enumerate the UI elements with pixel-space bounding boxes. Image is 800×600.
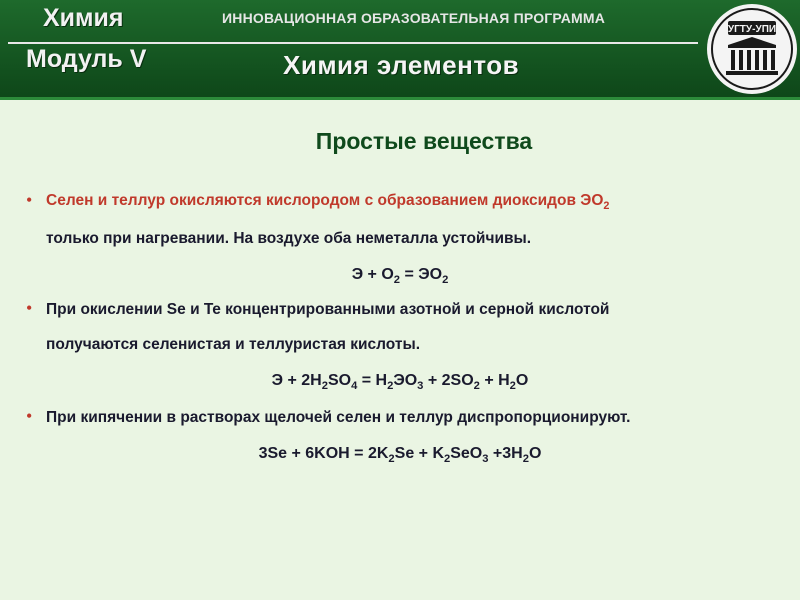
paragraph-2-line-2: получаются селенистая и теллуристая кислоты. [46,336,421,353]
eq2-part: SO [327,372,352,389]
subject-title: Химия [43,4,124,32]
eq1-sub: 2 [393,274,400,287]
eq1-sub: 2 [442,274,449,287]
paragraph-1-sub: 2 [603,200,610,213]
header-banner [0,0,800,100]
equation-3 [0,445,800,465]
eq3-part: SeO [450,445,483,462]
bullet-marker: • [26,190,33,210]
university-logo-icon [706,3,798,95]
paragraph-1-line-1 [46,192,609,212]
eq2-part: + 2SO [423,372,474,389]
eq2-sub: 2 [387,380,394,393]
program-title: ИННОВАЦИОННАЯ ОБРАЗОВАТЕЛЬНАЯ ПРОГРАММА [222,10,606,26]
eq2-sub: 2 [509,380,516,393]
eq3-part: +3H [488,445,523,462]
eq2-part: = H [357,372,388,389]
eq2-part: Э + 2H [271,372,322,389]
eq2-sub: 4 [351,380,358,393]
slide-title: Простые вещества [315,128,533,154]
eq3-sub: 2 [522,453,529,466]
bullet-marker: • [26,406,33,426]
eq3-sub: 2 [444,453,451,466]
eq3-part: O [528,445,542,462]
eq2-sub: 3 [417,380,424,393]
paragraph-2-line-1: При окислении Se и Te концентрированными азотной и серной кислотой [46,301,610,318]
eq3-part: Se + K [394,445,444,462]
paragraph-3-line-1: При кипячении в растворах щелочей селен и теллур диспропорционируют. [46,409,631,426]
eq3-sub: 2 [388,453,395,466]
eq1-part: Э + О [351,266,394,283]
eq2-sub: 2 [321,380,328,393]
equation-1 [0,266,800,286]
bullet-marker: • [26,298,33,318]
header-divider [8,42,698,44]
eq2-part: ЭO [393,372,418,389]
course-title: Химия элементов [283,50,520,80]
eq2-part: O [515,372,529,389]
eq2-part: + H [479,372,510,389]
eq3-part: 3Se + 6KOH = 2K [258,445,389,462]
module-label: Модуль V [26,45,147,73]
equation-2 [0,372,800,392]
paragraph-1-line-2: только при нагревании. На воздухе оба неметалла устойчивы. [46,230,532,247]
eq1-part: = ЭО [400,266,443,283]
eq2-sub: 2 [473,380,480,393]
logo-text: УГТУ-УПИ [727,24,777,35]
eq3-sub: 3 [482,453,489,466]
paragraph-1-red-text: Селен и теллур окисляются кислородом с образованием диоксидов ЭО [46,192,604,209]
